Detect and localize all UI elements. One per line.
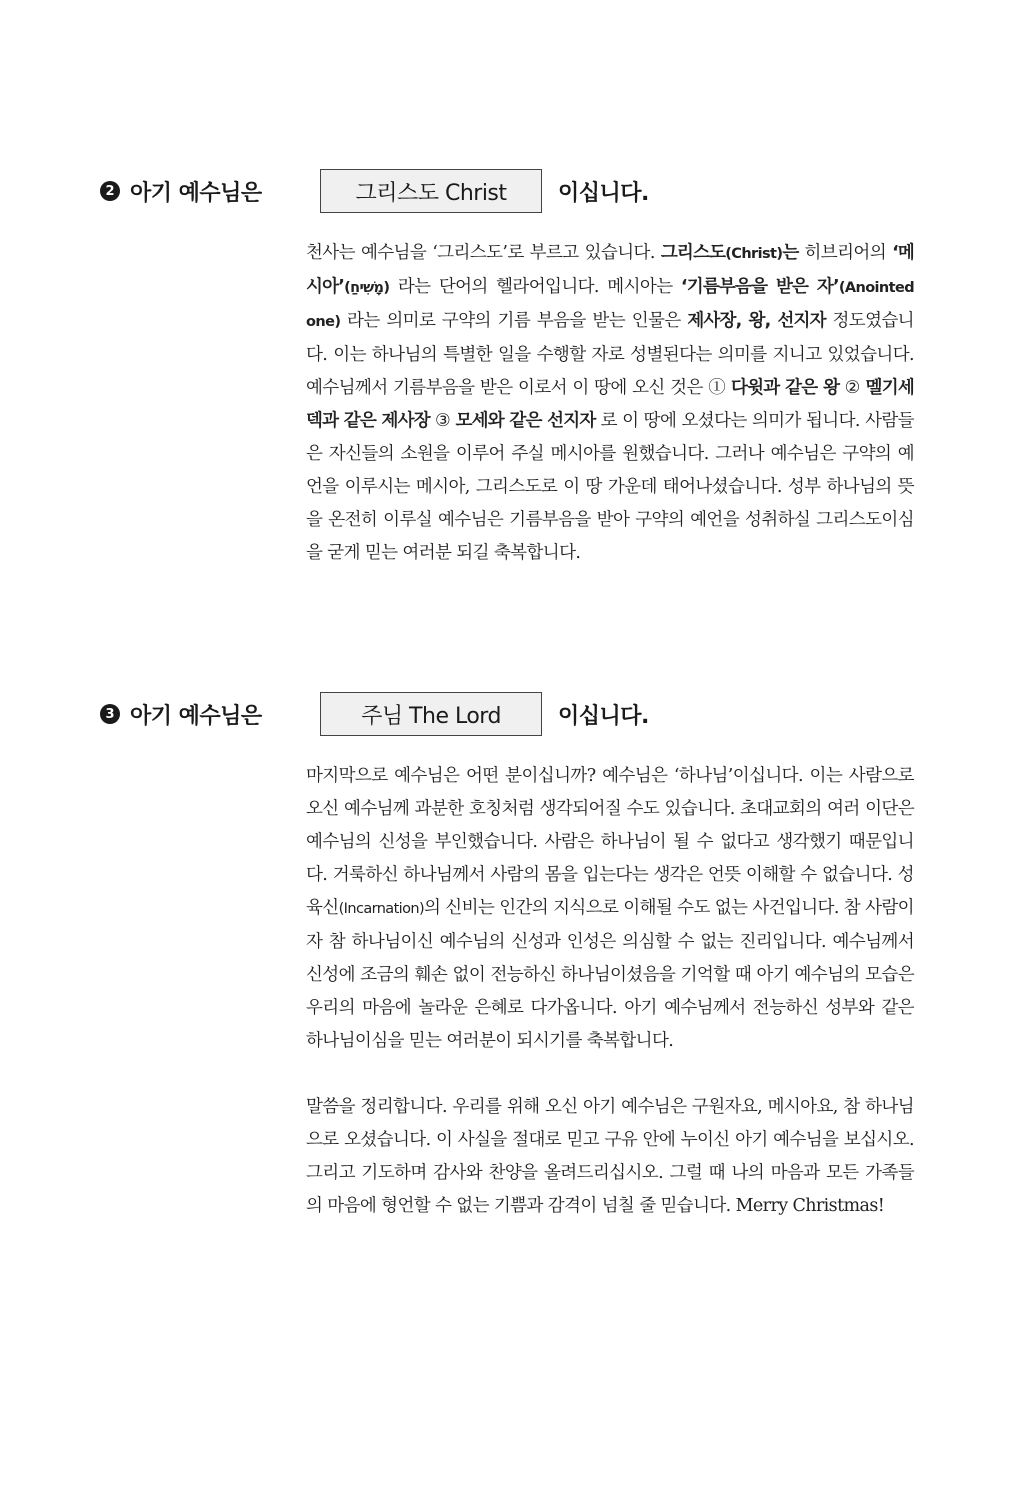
heading-tail-text: 이십니다. [558,703,649,729]
paragraph-gap [306,1058,914,1091]
section-body [306,237,914,570]
heading-title-box: 주님 The Lord [320,692,542,736]
heading-title-box: 그리스도 Christ [320,169,542,213]
heading-lead-text: 아기 예수님은 [130,180,262,206]
heading-lead-text: 아기 예수님은 [130,703,262,729]
section-heading [100,692,649,736]
section-number-badge: 3 [100,704,120,724]
section-heading [100,169,649,213]
paragraph: 천사는 예수님을 ‘그리스도’로 부르고 있습니다. 그리스도(Christ)는 히브리어의 ‘메시아’(מָשִׁיחַ) 라는 단어의 헬라어입니다. 메시아는 ‘기름부음을 받은 자’(Anointed one) 라는 의미로 구약의 기름 부음을 받는 인물은 제사장, 왕, 선지자 정도였습니다. 이는 하나님의 특별한 일을 수행할 자로 성별된다는 의미를 지니고 있었습니다. 예수님께서 기름부음을 받은 이로서 이 땅에 오신 것은 ① 다윗과 같은 왕 ② 멜기세덱과 같은 제사장 ③ 모세와 같은 선지자 로 이 땅에 오셨다는 의미가 됩니다. 사람들은 자신들의 소원을 이루어 주실 메시아를 원했습니다. 그러나 예수님은 구약의 예언을 이루시는 메시아, 그리스도로 이 땅 가운데 태어나셨습니다. 성부 하나님의 뜻을 온전히 이루실 예수님은 기름부음을 받아 구약의 예언을 성취하실 그리스도이심을 굳게 믿는 여러분 되길 축복합니다. [306,243,915,563]
heading-tail-text: 이십니다. [558,180,649,206]
section-number-badge: 2 [100,181,120,201]
closing-paragraph: 말씀을 정리합니다. 우리를 위해 오신 아기 예수님은 구원자요, 메시아요, 참 하나님으로 오셨습니다. 이 사실을 절대로 믿고 구유 안에 누이신 아기 예수님을 보십시오. 그리고 기도하며 감사와 찬양을 올려드리십시오. 그럴 때 나의 마음과 모든 가족들의 마음에 형언할 수 없는 기쁨과 감격이 넘칠 줄 믿습니다. Merry Christmas! [306,1097,914,1216]
paragraph: 마지막으로 예수님은 어떤 분이십니까? 예수님은 ‘하나님’이십니다. 이는 사람으로 오신 예수님께 과분한 호칭처럼 생각되어질 수도 있습니다. 초대교회의 여러 이단은 예수님의 신성을 부인했습니다. 사람은 하나님이 될 수 없다고 생각했기 때문입니다. 거룩하신 하나님께서 사람의 몸을 입는다는 생각은 언뜻 이해할 수 없습니다. 성육신(Incarnation)의 신비는 인간의 지식으로 이해될 수도 없는 사건입니다. 참 사람이자 참 하나님이신 예수님의 신성과 인성은 의심할 수 없는 진리입니다. 예수님께서 신성에 조금의 훼손 없이 전능하신 하나님이셨음을 기억할 때 아기 예수님의 모습은 우리의 마음에 놀라운 은혜로 다가옵니다. 아기 예수님께서 전능하신 성부와 같은 하나님이심을 믿는 여러분이 되시기를 축복합니다. [306,766,914,1051]
section-body [306,760,914,1223]
